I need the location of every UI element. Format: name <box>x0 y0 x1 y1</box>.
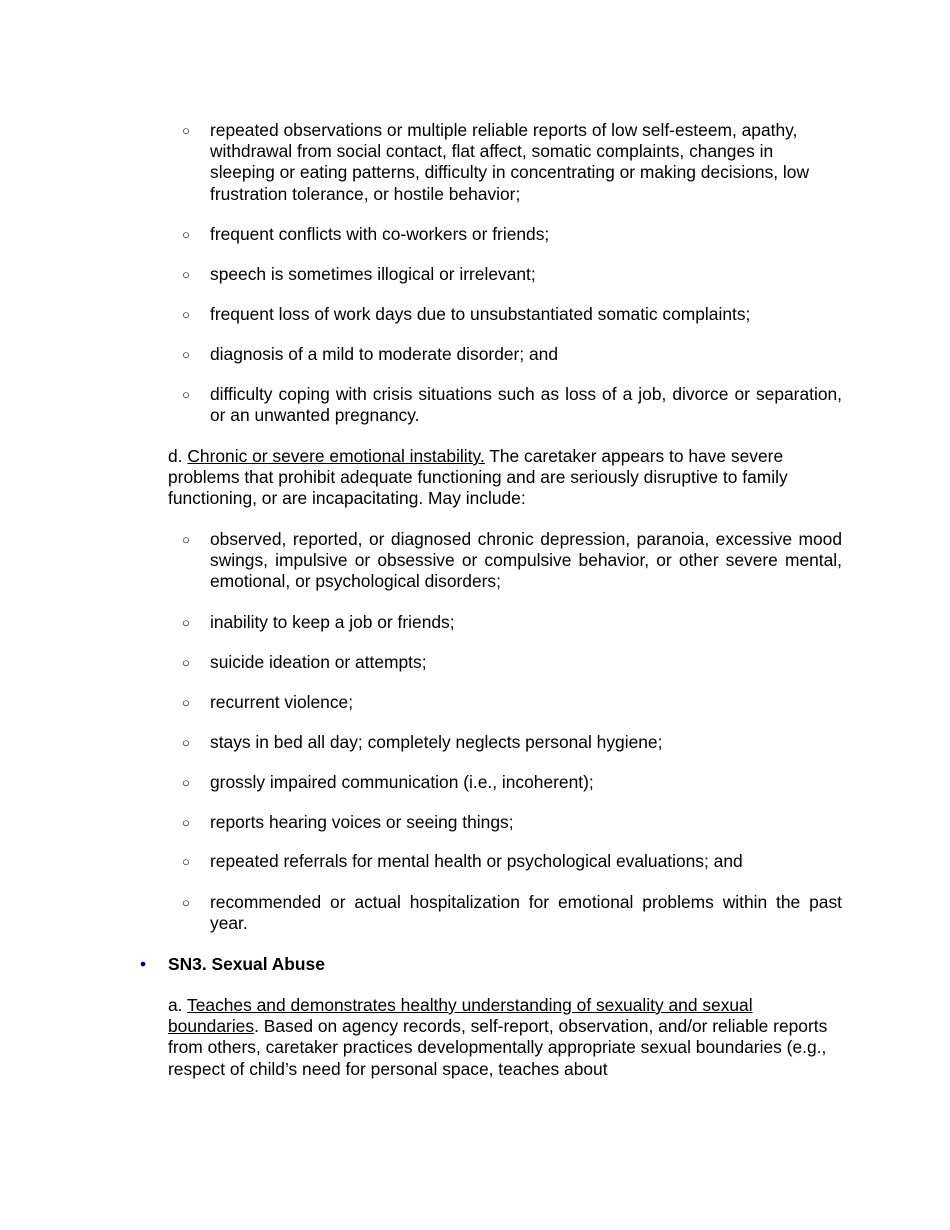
list-item <box>182 304 842 325</box>
section-heading: SN3. Sexual Abuse <box>168 954 325 974</box>
circle-bullet-icon: ○ <box>182 735 190 750</box>
circle-bullet-icon: ○ <box>182 815 190 830</box>
circle-bullet-icon: ○ <box>182 775 190 790</box>
list-item-text: inability to keep a job or friends; <box>210 612 455 632</box>
circle-bullet-icon: ○ <box>182 854 190 869</box>
list-item <box>182 384 842 426</box>
list-item <box>182 224 842 245</box>
list-item-text: recommended or actual hospitalization for emotional problems within the past year. <box>210 892 842 934</box>
circle-bullet-icon: ○ <box>182 123 190 138</box>
section-d-title: Chronic or severe emotional instability. <box>187 446 485 466</box>
list-item-text: diagnosis of a mild to moderate disorder; and <box>210 344 559 364</box>
list-item-text: reports hearing voices or seeing things; <box>210 812 514 832</box>
circle-bullet-icon: ○ <box>182 532 190 547</box>
list-item-text: repeated observations or multiple reliable reports of low self-esteem, apathy, withdrawal from social contact, flat affect, somatic complaints, changes in sleeping or eating patterns, difficulty in concentrating or making decisions, low frustration tolerance, or hostile behavior; <box>210 120 810 204</box>
list-item-text: speech is sometimes illogical or irrelevant; <box>210 264 536 284</box>
list-item-text: difficulty coping with crisis situations such as loss of a job, divorce or separation, or an unwanted pregnancy. <box>210 384 842 426</box>
section-a-title: Teaches and demonstrates healthy understanding of sexuality and sexual boundaries <box>168 995 753 1037</box>
list-item <box>182 612 842 633</box>
list-item <box>182 892 842 934</box>
list-item <box>182 264 842 285</box>
section-a-paragraph <box>168 995 836 1080</box>
list-item-text: stays in bed all day; completely neglects personal hygiene; <box>210 732 663 752</box>
section-a-body: . Based on agency records, self-report, observation, and/or reliable reports from others, caretaker practices developmentally appropriate sexual boundaries (e.g., respect of child’s need for personal space, teaches about <box>168 1016 828 1079</box>
list-item-text: frequent conflicts with co-workers or friends; <box>210 224 550 244</box>
list-item <box>182 652 842 673</box>
section-a-prefix: a. <box>168 995 188 1015</box>
circle-bullet-icon: ○ <box>182 307 190 322</box>
circle-bullet-icon: ○ <box>182 267 190 282</box>
bullet-icon: • <box>140 954 147 974</box>
section-d-prefix: d. <box>168 446 188 466</box>
circle-bullet-icon: ○ <box>182 347 190 362</box>
list-item <box>182 851 842 872</box>
list-item <box>182 120 842 205</box>
list-item-text: suicide ideation or attempts; <box>210 652 427 672</box>
circle-bullet-icon: ○ <box>182 615 190 630</box>
section-d-paragraph <box>168 446 836 510</box>
list-item-text: recurrent violence; <box>210 692 354 712</box>
list-item <box>182 529 842 593</box>
list-item-text: observed, reported, or diagnosed chronic depression, paranoia, excessive mood swings, impulsive or obsessive or compulsive behavior, or other severe mental, emotional, or psychological disorders; <box>210 529 842 592</box>
list-item-text: frequent loss of work days due to unsubstantiated somatic complaints; <box>210 304 751 324</box>
list-item <box>182 692 842 713</box>
circle-bullet-icon: ○ <box>182 695 190 710</box>
list-item-text: grossly impaired communication (i.e., incoherent); <box>210 772 594 792</box>
circle-bullet-icon: ○ <box>182 895 190 910</box>
list-item <box>182 772 842 793</box>
list-item <box>182 732 842 753</box>
list-item <box>182 812 842 833</box>
section-d-body: The caretaker appears to have severe problems that prohibit adequate functioning and are seriously disruptive to family functioning, or are incapacitating. May include: <box>168 446 788 509</box>
list-item-text: repeated referrals for mental health or psychological evaluations; and <box>210 851 743 871</box>
circle-bullet-icon: ○ <box>182 655 190 670</box>
circle-bullet-icon: ○ <box>182 227 190 242</box>
circle-bullet-icon: ○ <box>182 387 190 402</box>
list-item <box>182 344 842 365</box>
